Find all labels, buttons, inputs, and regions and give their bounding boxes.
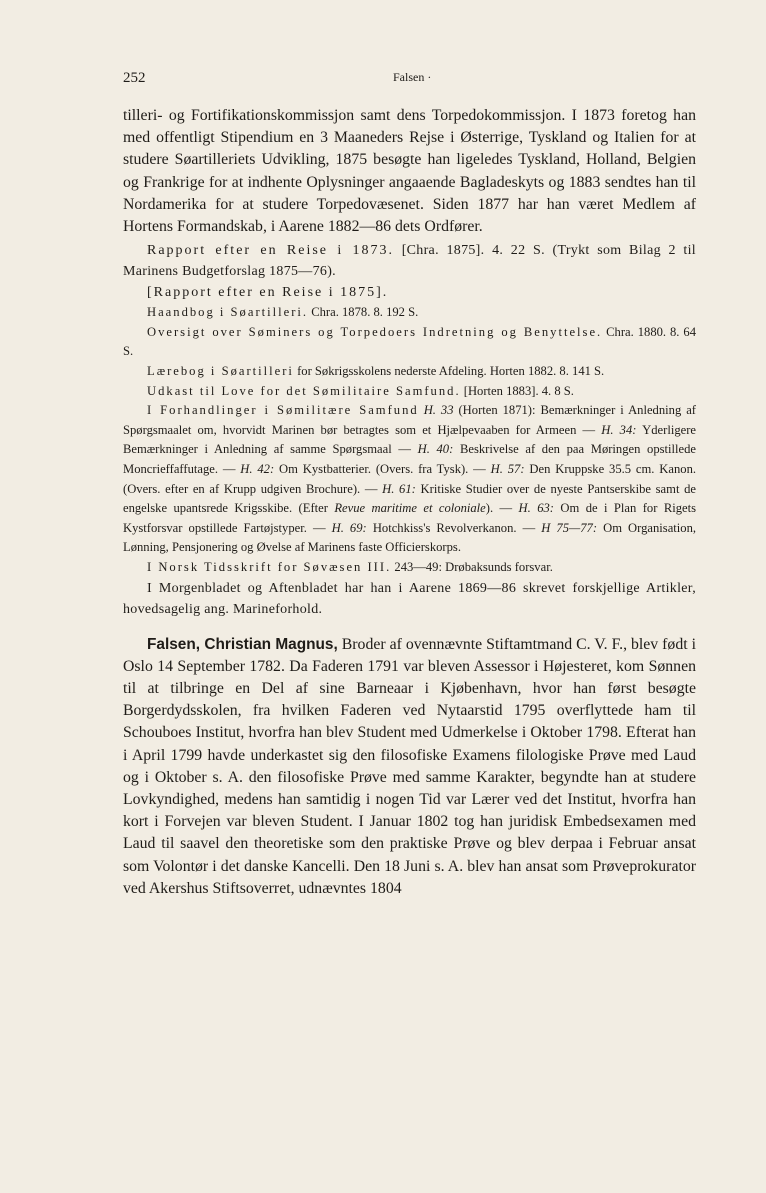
running-head: Falsen · <box>393 70 432 84</box>
page-body <box>123 105 696 900</box>
bib-ref: H. 63: <box>518 501 554 516</box>
bib-text: Hotchkiss's Revolverkanon. — <box>372 520 536 535</box>
bib-ref: H. 61: <box>382 481 416 496</box>
bib-norsk-tidsskrift <box>123 558 696 578</box>
bib-details: Chra. 1878. 8. 192 S. <box>311 305 419 320</box>
bib-text: Beskrivelse af den paa Møringen opstillede Moncrieffaffutage. — <box>123 442 697 476</box>
bib-title: Oversigt over Søminers og Torpedoers Indretning og Benyttelse. <box>147 324 603 339</box>
bib-text: ). — <box>485 501 513 516</box>
bib-text: Den Kruppske 35.5 cm. Kanon. (Overs. efter en af Krupp udgiven Brochure). — <box>123 461 697 496</box>
bib-ref: H. 57: <box>490 461 525 476</box>
bib-details: [Horten 1883]. 4. 8 S. <box>463 383 574 398</box>
page-number: 252 <box>123 70 146 86</box>
bib-title: I Norsk Tidsskrift for Søvæsen III. <box>147 559 392 574</box>
bib-ref: H. 69: <box>331 520 367 535</box>
bib-forhandlinger <box>123 401 696 558</box>
bib-text: (Horten 1871): Bemærkninger i Anledning af Spørgsmaalet om, hvorvidt Marinen bør betragtes som et Hjælpevaaben for Armeen — <box>123 403 697 437</box>
bib-details: 243—49: Drøbaksunds forsvar. <box>394 559 553 574</box>
bib-ref: Revue maritime et coloniale <box>334 501 486 516</box>
bib-title: Rapport efter en Reise i 1873. <box>147 243 395 259</box>
bib-title: Lærebog i Søartilleri <box>147 364 294 378</box>
bib-text: Om Organisation, Lønning, Pensjonering og Øvelse af Marinens faste Officierskorps. <box>123 520 697 555</box>
bib-ref: H. 40: <box>417 442 454 457</box>
biography-continuation: tilleri- og Fortifikationskommissjon samt dens Torpedokommissjon. I 1873 foretog han med offentligt Stipendium en 3 Maaneders Rejse i Østerrige, Tyskland og Italien for at studere Søartilleriets Udvikling, 1875 besøgte han ligeledes Tyskland, Holland, Belgien og Frankrige for at indhente Oplysninger angaaende Bagladeskyts og 1883 sendtes han til Nordamerika for at studere Torpedovæsenet. Siden 1877 har han været Medlem af Hortens Formandskab, i Aarene 1882—86 dets Ordfører. <box>123 107 696 236</box>
bib-text: Kritiske Studier over de nyeste Pantserskibe samt de engelske upantsrede Krigsskibe. (Efter <box>123 481 697 516</box>
entry-text: Broder af ovennævnte Stiftamtmand C. V. F., blev født i Oslo 14 September 1782. Da Faderen 1791 var bleven Assessor i Højesteret, kom Sønnen til at tilbringe en Del af sine Barneaar i Kjøbenhavn, hvor han først besøgte Borgerdydsskolen, fra hvilken Faderen ved Nytaarstid 1795 overflyttede ham til Schouboes Institut, hvorfra han blev Student med Udmerkelse i Oktober 1798. Efterat han i April 1799 havde underkastet sig den filosofiske Examens filologiske Prøve med Laud og i Oktober s. A. den filosofiske Prøve med samme Karakter, begyndte han at studere Lovkyndighed, medens han samtidig i nogen Tid var Lærer ved det Institut, hvorfra han kort i Forvejen var bleven Student. I Januar 1802 tog han juridisk Embedsexamen med Laud til saavel den theoretiske som den praktiske Prøve og blev derpaa i Februar ansat som Volontør i det danske Kancelli. Den 18 Juni s. A. blev han ansat som Prøveprokurator ved Akershus Stiftsoverret, udnævntes 1804 <box>123 635 696 897</box>
bib-title: [Rapport efter en Reise i 1875]. <box>147 285 389 301</box>
bib-text: Yderligere Bemærkninger i Anledning af samme Spørgsmaal — <box>123 422 696 457</box>
bib-details: Chra. 1880. 8. 64 S. <box>123 324 696 359</box>
bib-title: I Forhandlinger i Sømilitære Samfund <box>147 403 419 418</box>
bib-title: Udkast til Love for det Sømilitaire Samfund. <box>147 383 461 398</box>
bib-haandbog <box>123 303 696 323</box>
bib-morgenbladet: I Morgenbladet og Aftenbladet har han i Aarene 1869—86 skrevet forskjellige Artikler, hovedsagelig ang. Marineforhold. <box>123 580 696 617</box>
page-header <box>123 70 696 92</box>
bib-text: Om de i Plan for Rigets Kystforsvar opstillede Fartøjstyper. — <box>123 501 697 535</box>
bib-rapport-1873 <box>123 240 696 282</box>
bib-laerebog <box>123 362 696 382</box>
bib-details: [Chra. 1875]. 4. 22 S. (Trykt som Bilag 2 til Marinens Budgetforslag 1875—76). <box>123 243 697 280</box>
bib-text: Om Kystbatterier. (Overs. fra Tysk). — <box>279 461 486 476</box>
bib-title: Haandbog i Søartilleri. <box>147 305 309 320</box>
bib-rapport-1875 <box>123 282 696 303</box>
bib-oversigt <box>123 323 696 362</box>
bib-ref: H. 42: <box>240 461 275 476</box>
bib-ref: H. 33 <box>423 403 454 418</box>
entry-name: Falsen, Christian Magnus, <box>147 635 338 653</box>
bib-udkast <box>123 382 696 402</box>
bib-ref: H 75—77: <box>541 520 598 535</box>
bib-ref: H. 34: <box>601 422 637 437</box>
bib-details: for Søkrigsskolens nederste Afdeling. Horten 1882. 8. 141 S. <box>297 364 605 378</box>
biography-entry <box>123 634 696 900</box>
